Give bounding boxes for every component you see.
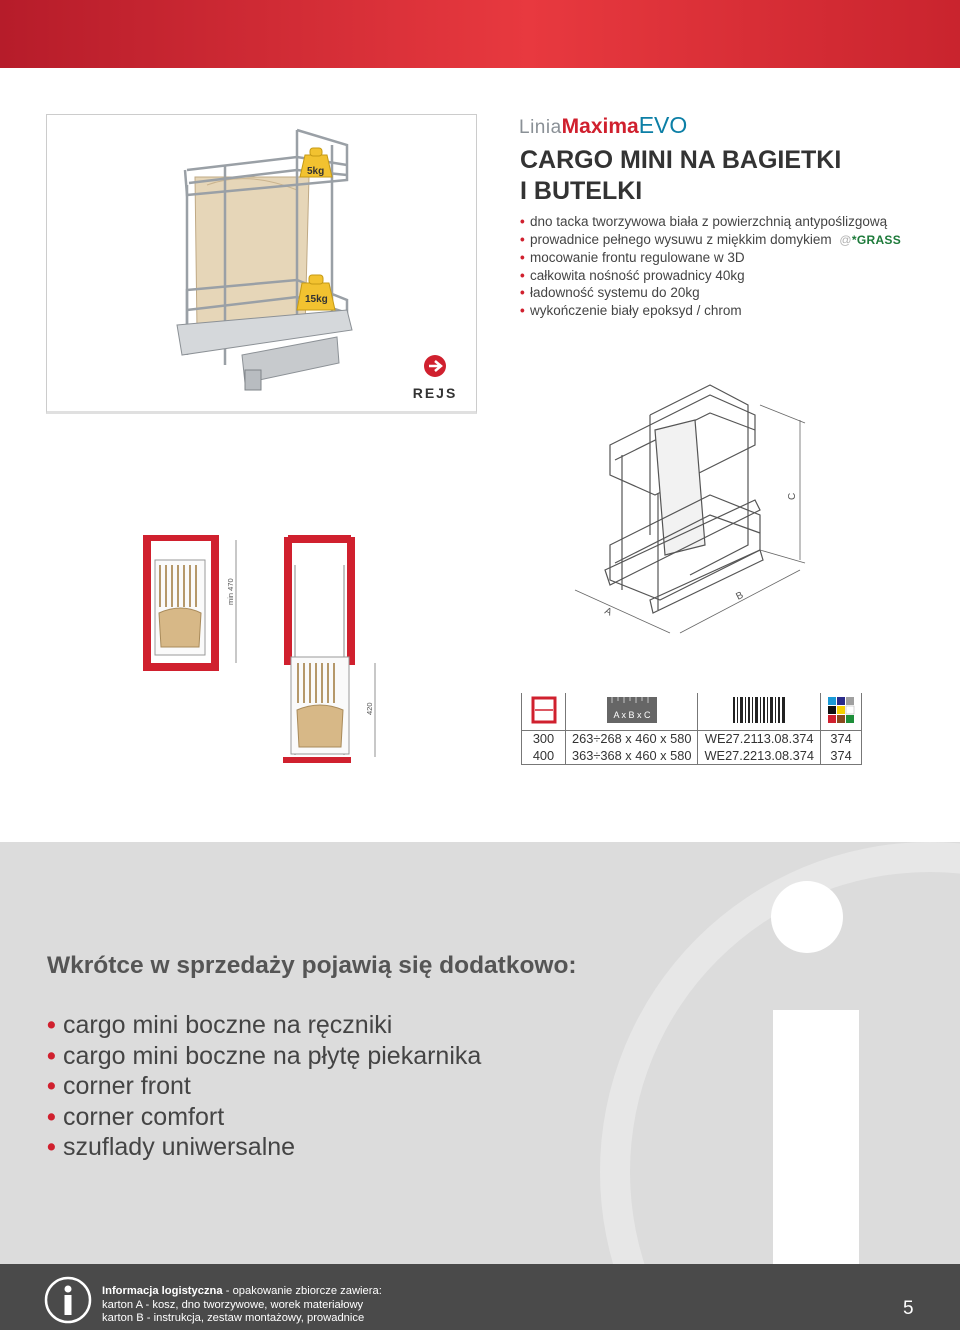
footer	[0, 1264, 960, 1330]
coming-soon-title: Wkrótce w sprzedaży pojawią się dodatkowo:	[47, 952, 577, 979]
info-watermark-icon	[600, 842, 960, 1264]
feature-item: • dno tacka tworzywowa biała z powierzchnią antypoślizgową	[520, 213, 901, 231]
page-number: 5	[903, 1298, 914, 1319]
svg-text:420: 420	[365, 702, 374, 715]
weight-label-top: 5kg	[307, 166, 325, 177]
technical-drawing	[560, 375, 820, 640]
cabinet-installation-diagram	[143, 535, 383, 765]
list-item: • cargo mini boczne na płytę piekarnika	[47, 1041, 481, 1072]
info-band	[0, 842, 960, 1264]
svg-text:min 470: min 470	[226, 578, 235, 605]
line-suffix: EVO	[638, 112, 688, 138]
product-line-name	[519, 112, 687, 139]
feature-item: • ładowność systemu do 20kg	[520, 284, 901, 302]
svg-text:C: C	[787, 492, 798, 500]
product-title: CARGO MINI NA BAGIETKI I BUTELKI	[520, 146, 842, 205]
grass-logo: @*GRASS	[839, 232, 902, 247]
feature-list	[520, 213, 901, 320]
table-row: 400 363÷368 x 460 x 580 WE27.2213.08.374 374	[522, 747, 862, 764]
svg-text:A: A	[602, 605, 614, 619]
dimension-ruler-icon	[566, 693, 698, 730]
list-item: • corner front	[47, 1071, 481, 1102]
info-icon	[44, 1276, 92, 1324]
spec-table	[521, 693, 862, 765]
coming-soon-list	[47, 1010, 481, 1163]
svg-text:REJS: REJS	[412, 385, 458, 401]
list-item: • cargo mini boczne na ręczniki	[47, 1010, 481, 1041]
feature-item: • prowadnice pełnego wysuwu z miękkim domykiem @*GRASS	[520, 231, 901, 250]
cabinet-width-icon	[522, 693, 566, 730]
barcode-icon	[698, 693, 821, 730]
color-palette-icon	[821, 693, 862, 730]
logistics-info: Informacja logistyczna - opakowanie zbiorcze zawiera: karton A - kosz, dno tworzywowe, worek materiałowy karton B - instrukcja, zestaw montażowy, prowadnice	[102, 1285, 382, 1324]
line-prefix: Linia	[519, 117, 562, 138]
svg-text:A x B x C: A x B x C	[613, 709, 651, 720]
svg-text:B: B	[734, 589, 746, 603]
feature-item: • mocowanie frontu regulowane w 3D	[520, 249, 901, 267]
weight-label-bottom: 15kg	[305, 294, 328, 305]
list-item: • szuflady uniwersalne	[47, 1132, 481, 1163]
feature-item: • wykończenie biały epoksyd / chrom	[520, 302, 901, 320]
line-brand: Maxima	[561, 115, 639, 138]
top-red-bar	[0, 0, 960, 68]
list-item: • corner comfort	[47, 1102, 481, 1133]
rejs-logo	[404, 352, 466, 404]
table-row: 300 263÷268 x 460 x 580 WE27.2113.08.374 374	[522, 730, 862, 747]
feature-item: • całkowita nośność prowadnicy 40kg	[520, 267, 901, 285]
